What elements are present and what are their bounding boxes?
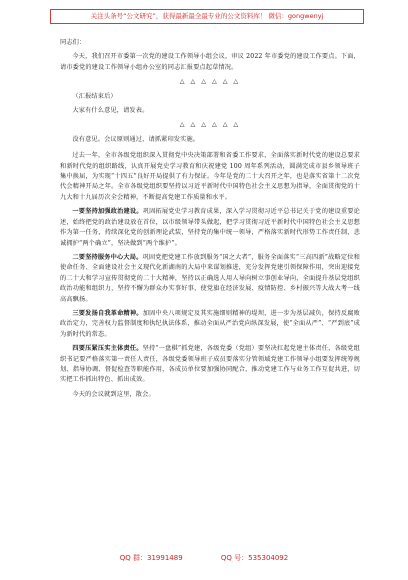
point-3-heading: 三要发扬自我革命精神。 — [72, 309, 143, 317]
separator-dots: △ △ △ △ △ △ — [179, 121, 241, 129]
paragraph-closing: 今天的会议就到这里，散会。 — [72, 390, 155, 398]
point-4-body: 坚持“一盘棋”抓党建，各级党委（党组）要坚决扛起党建主体责任，各级党组织书记要严格落实第一责任人责任，各级党委领导班子成员要落实分管领域党建工作领导小组要发挥统筹规划、指导协调、督促检查等职能作用，各成员单位要加强协同配合，推动党建工作与业务工作互促共进，切实把工作抓出特色、抓出成效。 — [60, 345, 360, 384]
point-1-heading: 一要坚持加强政治建设。 — [72, 208, 143, 216]
paragraph-review: 过去一年，全市各级党组织深入贯彻党中央决策部署和省委工作要求，全面落实新时代党的建设总要求和新时代党的组织路线，认真开展党史学习教育和庆祝建党 100 周年系列活动，圆满完成市县乡领导班子集中换届，为实现“十四五”良好开局提供了有力保证。今年是党的二十大召开之年，也是落实省第十二次党代会精神开局之年。全市各级党组织要坚持以习近平新时代中国特色社会主义思想为指导，全面贯彻党的十九大和十九届历次全会精神，不断提高党建工作质量和水平。 — [60, 152, 360, 201]
paragraph-opening: 今天，我们召开市委第一次党的建设工作领导小组会议，审议 2022 年市委党的建设工作要点。下面，请市委党的建设工作领导小组办公室的同志汇报要点起草情况。 — [60, 53, 360, 71]
paragraph-point-1 — [60, 207, 360, 249]
qq-number: QQ 号：535304092 — [220, 554, 289, 562]
qq-group: QQ 群：31991489 — [119, 554, 183, 562]
paragraph-point-4 — [60, 344, 360, 386]
paragraph-point-3 — [60, 309, 360, 340]
point-4-heading: 四要压紧压实主体责任。 — [72, 345, 143, 353]
promo-banner: 关注头条号“公文研究”，获得最新最全最专业的公文资料库！ 微信：gongwenyj — [50, 9, 364, 24]
point-2-heading: 二要坚持服务中心大局。 — [72, 253, 143, 261]
separator-dots: △ △ △ △ △ △ — [179, 78, 241, 86]
contact-footer — [0, 553, 408, 563]
speech-document — [60, 38, 360, 404]
point-3-body: 加固中央八项规定及其实施细则精神的堤坝，进一步为基层减负，保持反腐败政治定力，完善权力监督制度和执纪执法体系，推动全面从严治党向纵深发展，使“全面从严”、“严到底”成为新时代的常态。 — [60, 309, 360, 338]
paragraph-approval: 没有意见。会议原则通过，请抓紧印发实施。 — [72, 135, 200, 143]
point-1-body: 巩固拓展党史学习教育成果，深入学习贯彻习近平总书记关于党的建设重要论述，始终把党的政治建设放在首位，以市级领导带头做起，把学习贯彻习近平新时代中国特色社会主义思想作为第一任务，持续深化党的创新理论武装，坚持党的集中统一领导，严格落实新时代形势工作责任制，悲诚拥护“两个确立”，坚决做到“两个维护”。 — [60, 208, 360, 247]
point-2-body: 巩固党把党建工作放到服务“国之大者”，服务全面落实“三高四新”战略定位和使命任务、全面建设社会主义现代化新湖南的大局中来谋划推进，充分发挥党建引领保障作用，突出迎接党的二十大和学习宣传贯彻党的二十大精神，坚持以正确选人用人导向树立事创业导向，全面提升基层党组织政治功能和组织力，坚持不懈为群众办实事好事，使党旗在经济发展、疫情防控、乡村振兴等大战大考一线高高飘扬。 — [60, 253, 360, 303]
greeting: 同志们： — [60, 39, 86, 46]
paragraph-ask-opinions: 大家有什么意见，请发表。 — [72, 107, 149, 115]
paragraph-point-2 — [60, 253, 360, 305]
stage-note: （汇报结束后） — [72, 92, 117, 100]
